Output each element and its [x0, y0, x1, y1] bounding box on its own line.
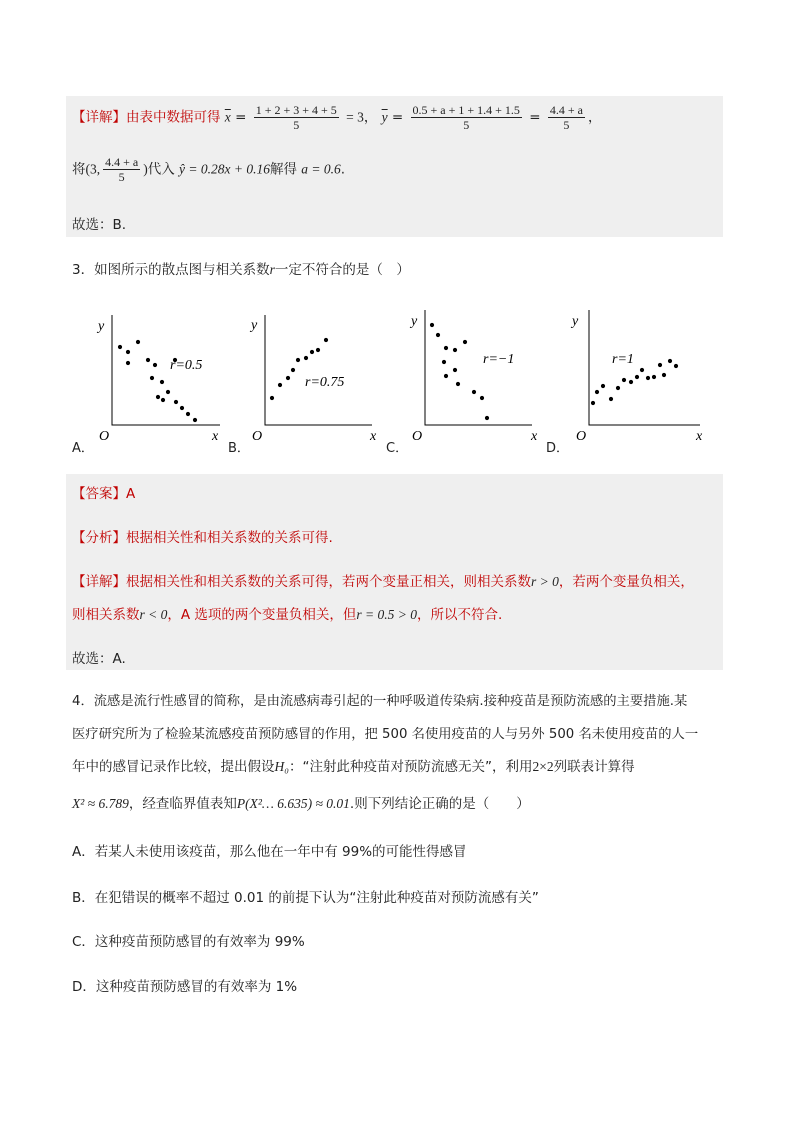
scatter-dot: [291, 368, 295, 372]
frac3-num: 4.4 + a: [549, 103, 583, 117]
equals: =: [529, 109, 541, 126]
frac4-den: 5: [118, 170, 125, 184]
detail-tag: 【详解】: [72, 574, 126, 590]
analysis-tag: 【分析】: [72, 530, 126, 546]
fraction-4: [103, 155, 140, 184]
scatter-dot: [324, 338, 328, 342]
scatter-dot: [629, 380, 633, 384]
option-d-label: D．: [546, 441, 570, 456]
scatter-dot: [595, 390, 599, 394]
scatter-dot: [463, 340, 467, 344]
q3-detail-l1: [72, 570, 694, 590]
detail-tag: 【详解】: [72, 109, 126, 126]
detail1-text: 由表中数据可得: [126, 109, 221, 126]
point-open: (3,: [85, 161, 101, 177]
option-a-label: A．: [72, 441, 94, 456]
scatter-dot: [160, 380, 164, 384]
plotA-origin: O: [99, 429, 110, 444]
scatter-dot: [286, 376, 290, 380]
detail-text-2c: ，所以不符合.: [417, 607, 503, 623]
frac1-num: 1 + 2 + 3 + 4 + 5: [255, 103, 337, 117]
plotB-y-label: y: [251, 318, 258, 333]
scatter-dot: [485, 416, 489, 420]
q4-l4-a: ，经查临界值表知: [128, 796, 237, 812]
detail1-line2: [72, 155, 345, 184]
q4-l4-b: .则下列结论正确的是（ ）: [349, 796, 530, 812]
plotC-axes: [425, 310, 532, 425]
scatter-dot: [193, 418, 197, 422]
scatter-dot: [453, 368, 457, 372]
detail1-answer: 故选：B.: [72, 217, 127, 233]
q3-stem: [72, 258, 410, 278]
scatter-dot: [662, 373, 666, 377]
plotA-x-label: x: [212, 429, 219, 444]
plotA-y-label: y: [98, 319, 105, 334]
scatter-dot: [453, 348, 457, 352]
scatter-dot: [658, 363, 662, 367]
plotC-y-label: y: [411, 314, 418, 329]
scatter-dot: [174, 400, 178, 404]
scatter-dot: [616, 386, 620, 390]
analysis-text: 根据相关性和相关系数的关系可得.: [126, 530, 333, 546]
plotC-origin: O: [412, 429, 423, 444]
q3-answer: [72, 482, 135, 502]
scatter-dot: [472, 390, 476, 394]
comma: ，: [363, 109, 378, 126]
text-jiede: 解得: [269, 161, 297, 178]
plotD-axes: [589, 310, 700, 425]
plotA-axes: [112, 315, 220, 425]
scatter-dot: [166, 390, 170, 394]
plotD-origin: O: [576, 429, 587, 444]
chi-square-value: X² ≈ 6.789: [72, 796, 129, 811]
q4-option-b: B．在犯错误的概率不超过 0.01 的前提下认为“注射此种疫苗对预防流感有关”: [72, 890, 539, 906]
probability-expr: P(X²… 6.635) ≈ 0.01: [236, 796, 350, 811]
scatter-dot: [635, 375, 639, 379]
scatter-dot: [161, 398, 165, 402]
y-bar: $\overline{y}$: [381, 109, 388, 125]
plotB-origin: O: [252, 429, 263, 444]
scatter-dot: [622, 378, 626, 382]
q3-choose: 故选：A.: [72, 651, 126, 667]
math-r-eq: r = 0.5 > 0: [356, 607, 418, 622]
period: .: [340, 161, 346, 178]
fraction-3: [548, 103, 585, 132]
scatter-dot: [146, 358, 150, 362]
q3-stem-tail: 一定不符合的是（ ）: [274, 262, 410, 278]
math-r-gt-0: r > 0: [531, 574, 559, 589]
scatter-dot: [304, 356, 308, 360]
q4-option-d: D．这种疫苗预防感冒的有效率为 1%: [72, 979, 298, 995]
q4-line2: 医疗研究所为了检验某流感疫苗预防感冒的作用，把 500 名使用疫苗的人与另外 500 名未使用疫苗的人一: [72, 727, 699, 742]
detail-text-2b: ，A 选项的两个变量负相关，但: [167, 607, 357, 623]
equals: =: [235, 109, 247, 126]
x-bar: $\overline{x}$: [224, 109, 231, 125]
q4-option-a: A．若某人未使用该疫苗，那么他在一年中有 99%的可能性得感冒: [72, 844, 467, 860]
plotD-r-label: r=1: [612, 352, 634, 367]
scatter-plots: [0, 300, 794, 460]
point-close: ): [143, 161, 148, 177]
scatter-dot: [668, 359, 672, 363]
scatter-dot: [136, 340, 140, 344]
plotB-x-label: x: [370, 429, 377, 444]
scatter-dot: [316, 348, 320, 352]
answer-tag: 【答案】: [72, 486, 126, 502]
scatter-dot: [436, 333, 440, 337]
q3-stem-text: 3．如图所示的散点图与相关系数: [72, 262, 270, 278]
equals: =: [391, 109, 404, 126]
scatter-dot: [442, 360, 446, 364]
scatter-dot: [652, 375, 656, 379]
r-symbol: r: [269, 262, 275, 277]
scatter-dot: [153, 363, 157, 367]
regression-eq: ŷ = 0.28x + 0.16: [179, 161, 270, 177]
option-b-label: B．: [228, 441, 250, 456]
scatter-dot: [118, 345, 122, 349]
scatter-dot: [186, 412, 190, 416]
two-by-two: 2×2: [532, 759, 554, 774]
plotB-axes: [265, 315, 372, 425]
scatter-dot: [480, 396, 484, 400]
frac2-den: 5: [463, 118, 470, 132]
q4-l3-b: ：“注射此种疫苗对预防流感无关”，利用: [288, 759, 533, 775]
q4-option-c: C．这种疫苗预防感冒的有效率为 99%: [72, 934, 305, 950]
scatter-dot: [126, 350, 130, 354]
scatter-dot: [296, 358, 300, 362]
scatter-dot: [126, 361, 130, 365]
scatter-dot: [456, 382, 460, 386]
scatter-dot: [601, 384, 605, 388]
q3-detail-l2: [72, 603, 502, 623]
text-dairu: 代入: [147, 161, 175, 178]
detail-text-1b: ，若两个变量负相关，: [558, 574, 694, 590]
scatter-dot: [609, 397, 613, 401]
scatter-dot: [646, 376, 650, 380]
plotC-r-label: r=−1: [483, 352, 515, 367]
equals-3: = 3: [346, 109, 364, 125]
frac3-den: 5: [563, 118, 570, 132]
plotC-x-label: x: [531, 429, 538, 444]
scatter-dot: [674, 364, 678, 368]
scatter-dot: [270, 396, 274, 400]
fraction-2: [411, 103, 522, 132]
fraction-1: [254, 103, 339, 132]
plotD-x-label: x: [696, 429, 703, 444]
plotB-r-label: r=0.75: [305, 375, 345, 390]
detail-text-1: 根据相关性和相关系数的关系可得，若两个变量正相关，则相关系数: [126, 574, 531, 590]
scatter-dot: [310, 350, 314, 354]
plotD-y-label: y: [572, 314, 579, 329]
detail-text-2: 则相关系数: [72, 607, 140, 623]
q4-line4: [72, 792, 530, 812]
scatter-dot: [640, 368, 644, 372]
q3-analysis: [72, 526, 333, 546]
scatter-dot: [591, 401, 595, 405]
scatter-dot: [444, 346, 448, 350]
q4-line3: [72, 755, 635, 775]
frac4-num: 4.4 + a: [105, 155, 139, 169]
detail1-line1: [72, 103, 601, 132]
q4-line1: 4．流感是流行性感冒的简称，是由流感病毒引起的一种呼吸道传染病.接种疫苗是预防流感的主要措施.某: [72, 694, 688, 709]
scatter-dot: [150, 376, 154, 380]
option-c-label: C．: [386, 441, 409, 456]
h0: H₀: [274, 759, 289, 774]
frac2-num: 0.5 + a + 1 + 1.4 + 1.5: [412, 103, 520, 117]
scatter-dot: [278, 383, 282, 387]
scatter-dot: [156, 395, 160, 399]
answer-value: A: [126, 486, 136, 502]
scatter-dot: [444, 374, 448, 378]
scatter-dot: [180, 406, 184, 410]
math-r-lt-0: r < 0: [139, 607, 168, 622]
text-jiang: 将: [72, 161, 86, 178]
result-a: a = 0.6: [301, 161, 341, 177]
q4-l3-c: 列联表计算得: [553, 759, 635, 775]
frac1-den: 5: [293, 118, 300, 132]
plotA-r-label: r=0.5: [170, 358, 203, 373]
comma: ，: [587, 109, 602, 126]
scatter-dot: [430, 323, 434, 327]
q4-l3-a: 年中的感冒记录作比较，提出假设: [72, 759, 275, 775]
